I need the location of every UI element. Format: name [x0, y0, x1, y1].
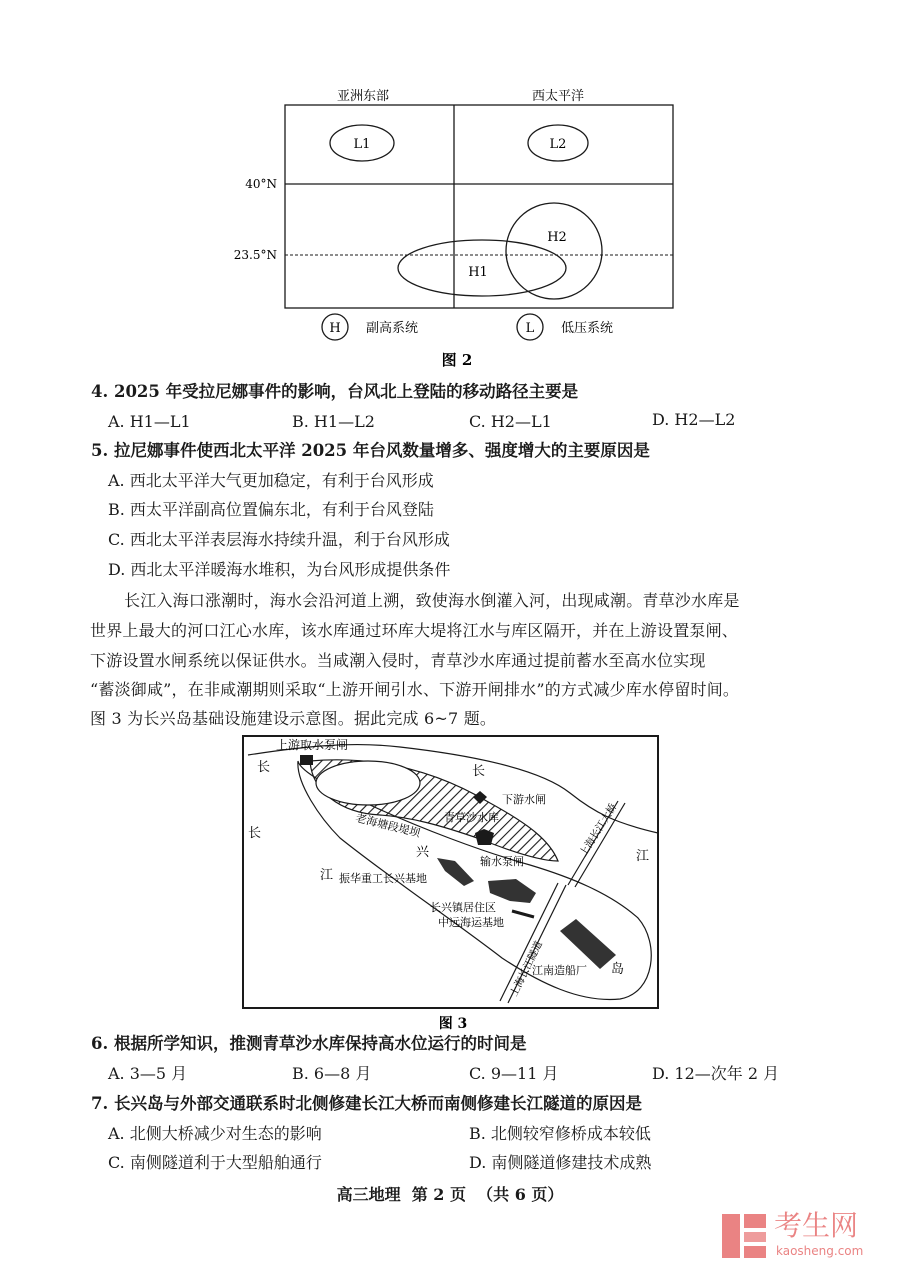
q4-option-d: D. H2—L2	[652, 410, 736, 429]
fig2-l1-label: L1	[353, 137, 371, 152]
fig3-jiang-1: 江	[636, 849, 650, 864]
fig2-legend-l-symbol: L	[525, 321, 535, 336]
figure-3	[240, 733, 665, 1033]
fig3-old-dike-label: 老海塘段堤坝	[354, 811, 422, 840]
fig3-zhenhua-base	[437, 858, 474, 886]
q7-option-c: C. 南侧隧道利于大型船舶通行	[108, 1153, 322, 1172]
q6-option-d: D. 12—次年 2 月	[652, 1064, 780, 1083]
watermark-en: kaosheng.com	[776, 1244, 864, 1258]
fig2-h2-label: H2	[547, 230, 567, 245]
q5-option-a: A. 西北太平洋大气更加稳定，有利于台风形成	[108, 471, 434, 490]
fig2-h1-label: H1	[468, 265, 488, 280]
fig3-zhenhua-label: 振华重工长兴基地	[339, 872, 427, 885]
q5-stem: 5. 拉尼娜事件使西北太平洋 2025 年台风数量增多、强度增大的主要原因是	[91, 441, 650, 460]
fig2-col-left-label: 亚洲东部	[336, 89, 390, 104]
q5-option-c: C. 西北太平洋表层海水持续升温，利于台风形成	[108, 530, 450, 549]
fig2-lat-40: 40°N	[245, 177, 277, 191]
fig3-jiang-2: 江	[320, 868, 334, 883]
watermark	[720, 1208, 890, 1266]
fig3-chang-2: 长	[472, 764, 486, 779]
fig2-lat-235: 23.5°N	[233, 248, 277, 262]
fig3-caption: 图 3	[438, 1016, 468, 1032]
fig2-col-right-label: 西太平洋	[531, 89, 585, 104]
figure-2	[220, 80, 700, 370]
fig2-legend-h-symbol: H	[329, 321, 341, 336]
q6-option-c: C. 9—11 月	[469, 1064, 559, 1083]
fig3-tunnel-label: 上海长江隧道	[508, 939, 545, 999]
passage-line-4: “蓄淡御咸”，在非咸潮期则采取“上游开闸引水、下游开闸排水”的方式减少库水停留时间。	[90, 680, 740, 699]
q5-option-b: B. 西太平洋副高位置偏东北，有利于台风登陆	[108, 500, 434, 519]
fig3-jiangnan-shipyard	[560, 919, 616, 969]
fig3-downstream-gate-label: 下游水闸	[502, 793, 546, 806]
fig3-dao: 岛	[611, 962, 625, 977]
fig2-h2-circle	[506, 203, 602, 299]
fig3-upstream-pump-label: 上游取水泵闸	[276, 738, 349, 752]
passage-line-5: 图 3 为长兴岛基础设施建设示意图。据此完成 6~7 题。	[90, 709, 497, 728]
fig3-cosco-label: 中远海运基地	[438, 916, 504, 929]
fig2-legend-h-text: 副高系统	[366, 321, 419, 336]
fig3-upstream-pump	[300, 755, 313, 765]
passage-line-2: 世界上最大的河口江心水库，该水库通过环库大堤将江水与库区隔开，并在上游设置泵闸、	[90, 621, 739, 640]
fig3-residential-area	[488, 879, 536, 903]
page-footer: 高三地理 第 2 页 （共 6 页）	[336, 1185, 564, 1204]
fig3-transfer-pump-label: 输水泵闸	[480, 855, 524, 868]
q4-stem: 4. 2025 年受拉尼娜事件的影响，台风北上登陆的移动路径主要是	[91, 382, 579, 401]
fig3-cosco-marker	[512, 911, 534, 917]
q4-option-a: A. H1—L1	[108, 412, 191, 431]
passage-line-1: 长江入海口涨潮时，海水会沿河道上溯，致使海水倒灌入河，出现咸潮。青草沙水库是	[124, 591, 740, 610]
watermark-logo-icon	[720, 1212, 768, 1260]
fig3-reservoir-inner	[316, 761, 420, 805]
passage-line-3: 下游设置水闸系统以保证供水。当咸潮入侵时，青草沙水库通过提前蓄水至高水位实现	[90, 651, 706, 670]
fig2-legend-l-text: 低压系统	[561, 321, 614, 336]
q5-option-d: D. 西北太平洋暖海水堆积，为台风形成提供条件	[108, 560, 451, 579]
fig2-l2-label: L2	[549, 137, 567, 152]
q4-option-c: C. H2—L1	[469, 412, 552, 431]
q6-stem: 6. 根据所学知识，推测青草沙水库保持高水位运行的时间是	[91, 1034, 527, 1053]
q7-option-d: D. 南侧隧道修建技术成熟	[469, 1153, 652, 1172]
q6-option-a: A. 3—5 月	[108, 1064, 188, 1083]
fig3-xing: 兴	[416, 845, 430, 860]
fig3-residential-label: 长兴镇居住区	[430, 901, 496, 914]
watermark-cn: 考生网	[774, 1209, 859, 1242]
q6-option-b: B. 6—8 月	[292, 1064, 372, 1083]
fig3-jiangnan-label: 江南造船厂	[532, 964, 587, 977]
fig2-caption: 图 2	[441, 351, 473, 369]
q4-option-b: B. H1—L2	[292, 412, 375, 431]
fig3-reservoir-label: 青草沙水库	[444, 811, 499, 824]
fig3-bridge-label: 上海长江大桥	[578, 801, 620, 859]
q7-option-a: A. 北侧大桥减少对生态的影响	[108, 1124, 322, 1143]
q7-stem: 7. 长兴岛与外部交通联系时北侧修建长江大桥而南侧修建长江隧道的原因是	[91, 1094, 642, 1113]
q7-option-b: B. 北侧较窄修桥成本较低	[469, 1124, 651, 1143]
fig3-chang-3: 长	[248, 826, 262, 841]
fig3-chang-1: 长	[257, 760, 271, 775]
